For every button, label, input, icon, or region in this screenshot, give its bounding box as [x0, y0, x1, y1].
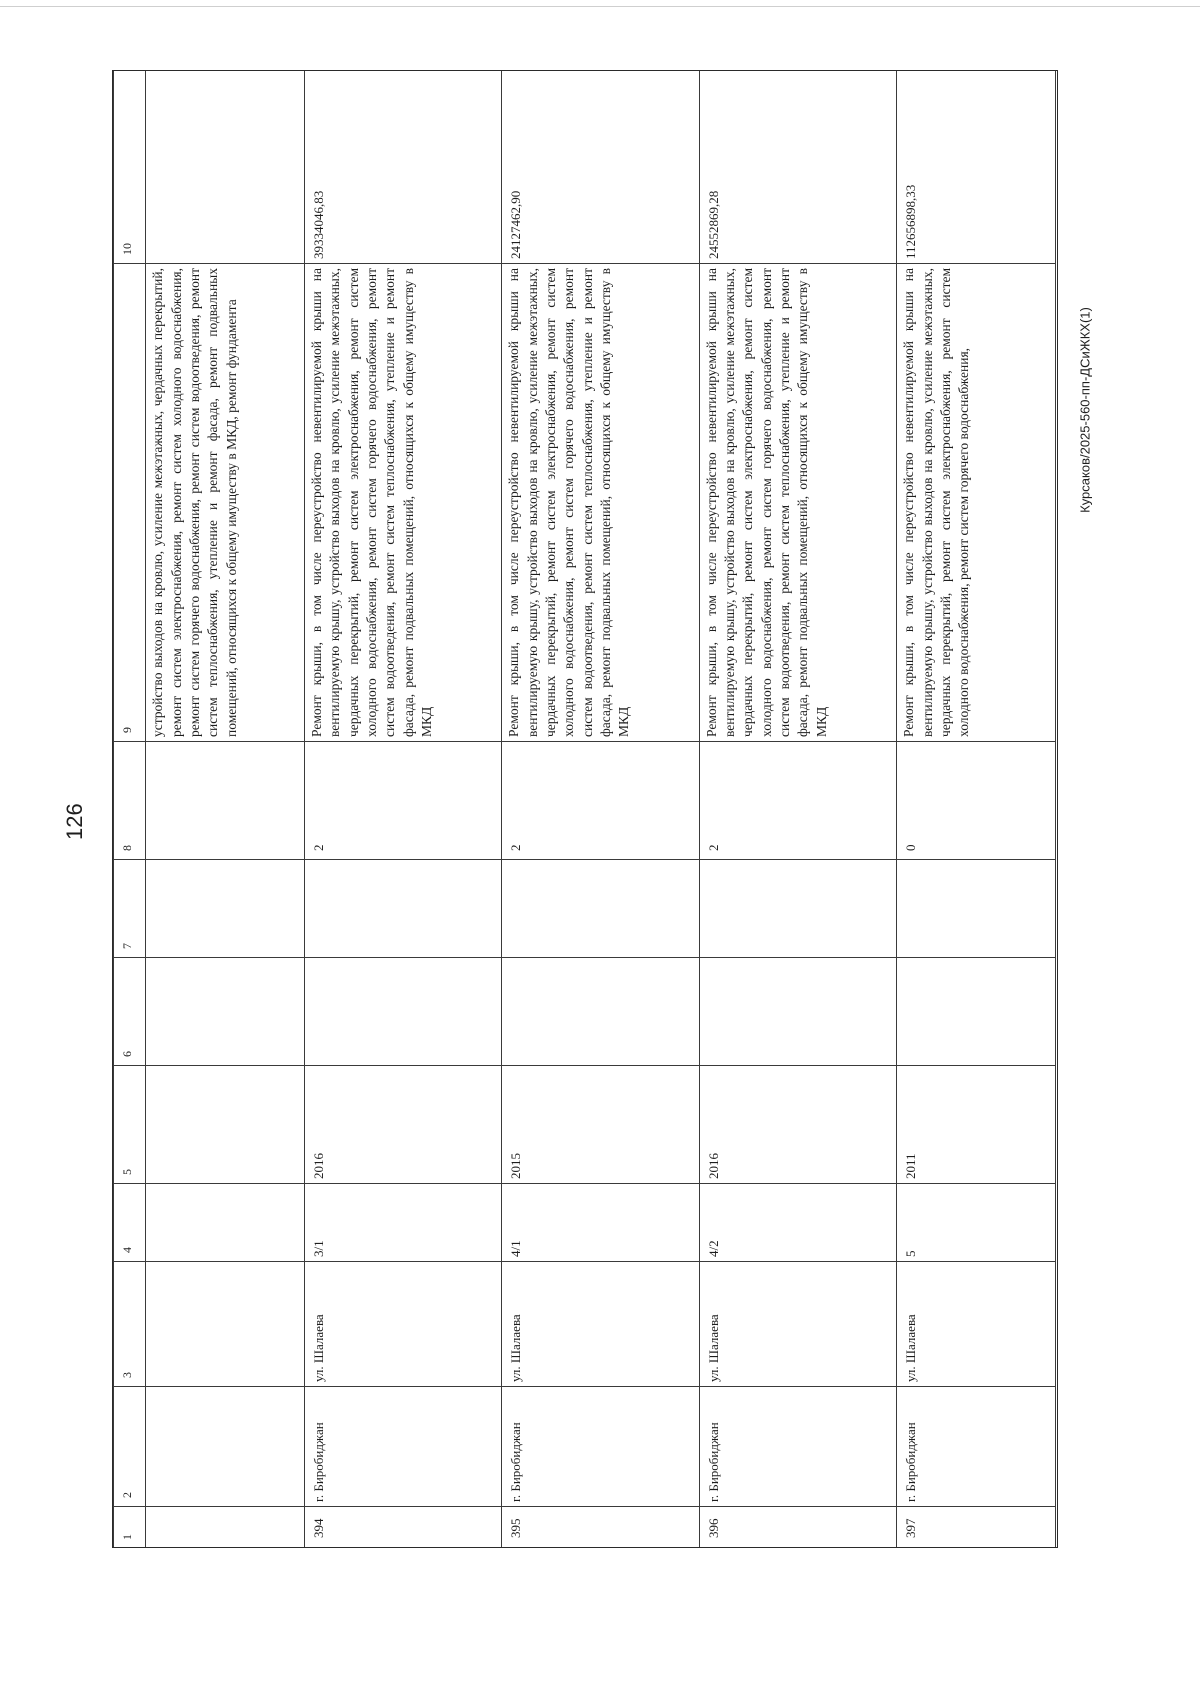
header-cell-8: 8 — [114, 742, 146, 860]
document-code-text: Курсаков/2025-560-пп-ДСиЖКХ(1) — [1077, 307, 1093, 513]
header-cell-2: 2 — [114, 1387, 146, 1507]
count-cell — [146, 742, 305, 860]
cost-cell: 24552869,28 — [699, 71, 896, 264]
count-cell: 2 — [305, 742, 502, 860]
header-row — [114, 71, 146, 1549]
cost-cell — [146, 71, 305, 264]
city-cell: г. Биробиджан — [502, 1387, 699, 1507]
city-cell: г. Биробиджан — [305, 1387, 502, 1507]
house-cell: 3/1 — [305, 1184, 502, 1262]
city-cell — [146, 1387, 305, 1507]
col7-cell — [897, 860, 1056, 958]
count-cell: 0 — [897, 742, 1056, 860]
year-cell — [146, 1066, 305, 1184]
col7-cell — [502, 860, 699, 958]
house-cell: 5 — [897, 1184, 1056, 1262]
table-row — [699, 71, 896, 1549]
year-cell: 2015 — [502, 1066, 699, 1184]
header-cell-5: 5 — [114, 1066, 146, 1184]
street-cell: ул. Шалаева — [897, 1262, 1056, 1387]
year-cell: 2011 — [897, 1066, 1056, 1184]
header-cell-6: 6 — [114, 958, 146, 1066]
col6-cell — [305, 958, 502, 1066]
rotated-table — [113, 71, 1058, 1548]
col6-cell — [699, 958, 896, 1066]
table-row — [502, 71, 699, 1549]
row-number: 395 — [502, 1507, 699, 1549]
header-cell-1: 1 — [114, 1507, 146, 1549]
header-cell-4: 4 — [114, 1184, 146, 1262]
header-cell-3: 3 — [114, 1262, 146, 1387]
cost-cell: 24127462,90 — [502, 71, 699, 264]
count-cell: 2 — [502, 742, 699, 860]
street-cell — [146, 1262, 305, 1387]
works-description: Ремонт крыши, в том числе переустройство невентилируемой крыши на вентилируемую крышу, устройство выходов на кровлю, усиление межэтажных, чердачных перекрытий, ремонт систем электроснабжения, ремонт систем холодного водоснабжения, ремонт систем горячего водоснабжения, ремонт систем водоотведения, ремонт систем теплоснабжения, утепление и ремонт фасада, ремонт подвальных помещений, относящихся к общему имуществу в МКД — [699, 264, 896, 742]
col6-cell — [502, 958, 699, 1066]
document-code — [1070, 200, 1100, 620]
city-cell: г. Биробиджан — [699, 1387, 896, 1507]
works-description: Ремонт крыши, в том числе переустройство невентилируемой крыши на вентилируемую крышу, устройство выходов на кровлю, усиление межэтажных, чердачных перекрытий, ремонт систем электроснабжения, ремонт систем холодного водоснабжения, ремонт систем горячего водоснабжения, ремонт систем водоотведения, ремонт систем теплоснабжения, утепление и ремонт фасада, ремонт подвальных помещений, относящихся к общему имуществу в МКД — [305, 264, 502, 742]
row-number: 394 — [305, 1507, 502, 1549]
house-cell: 4/2 — [699, 1184, 896, 1262]
works-table-frame — [112, 70, 1058, 1548]
header-cell-9: 9 — [114, 264, 146, 742]
table-row — [305, 71, 502, 1549]
header-cell-10: 10 — [114, 71, 146, 264]
cost-cell: 39334046,83 — [305, 71, 502, 264]
col6-cell — [146, 958, 305, 1066]
table-row — [897, 71, 1056, 1549]
street-cell: ул. Шалаева — [699, 1262, 896, 1387]
col6-cell — [897, 958, 1056, 1066]
house-cell: 4/1 — [502, 1184, 699, 1262]
row-number: 397 — [897, 1507, 1056, 1549]
city-cell: г. Биробиджан — [897, 1387, 1056, 1507]
row-number: 396 — [699, 1507, 896, 1549]
count-cell: 2 — [699, 742, 896, 860]
page-number: 126 — [62, 803, 87, 840]
header-cell-7: 7 — [114, 860, 146, 958]
col7-cell — [305, 860, 502, 958]
house-cell — [146, 1184, 305, 1262]
works-description: Ремонт крыши, в том числе переустройство невентилируемой крыши на вентилируемую крышу, устройство выходов на кровлю, усиление межэтажных, чердачных перекрытий, ремонт систем электроснабжения, ремонт систем холодного водоснабжения, ремонт систем горячего водоснабжения, — [897, 264, 1056, 742]
street-cell: ул. Шалаева — [305, 1262, 502, 1387]
year-cell: 2016 — [699, 1066, 896, 1184]
scan-edge — [0, 0, 1200, 7]
works-table — [113, 70, 1056, 1548]
works-description: устройство выходов на кровлю, усиление межэтажных, чердачных перекрытий, ремонт систем электроснабжения, ремонт систем холодного водоснабжения, ремонт систем горячего водоснабжения, ремонт систем водоотведения, ремонт систем теплоснабжения, утепление и ремонт фасада, ремонт подвальных помещений, относящихся к общему имуществу в МКД, ремонт фундамента — [146, 264, 305, 742]
cost-cell: 112656898,33 — [897, 71, 1056, 264]
works-description: Ремонт крыши, в том числе переустройство невентилируемой крыши на вентилируемую крышу, устройство выходов на кровлю, усиление межэтажных, чердачных перекрытий, ремонт систем электроснабжения, ремонт систем холодного водоснабжения, ремонт систем горячего водоснабжения, ремонт систем водоотведения, ремонт систем теплоснабжения, утепление и ремонт фасада, ремонт подвальных помещений, относящихся к общему имуществу в МКД — [502, 264, 699, 742]
col7-cell — [146, 860, 305, 958]
year-cell: 2016 — [305, 1066, 502, 1184]
row-number — [146, 1507, 305, 1549]
street-cell: ул. Шалаева — [502, 1262, 699, 1387]
table-row-continued — [146, 71, 305, 1549]
col7-cell — [699, 860, 896, 958]
